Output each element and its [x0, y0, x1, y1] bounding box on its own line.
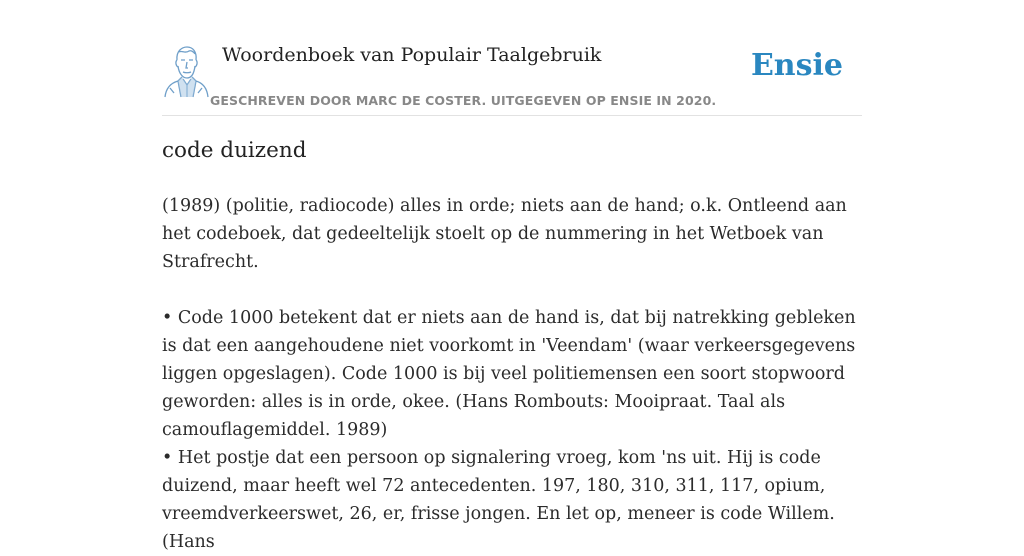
citation-paragraph: • Code 1000 betekent dat er niets aan de hand is, dat bij natrekking gebleken is dat een aangehoudene niet voorkomt in 'Veendam' (waar verkeersgegevens liggen opgeslagen). Code 1000 is bij veel politiemensen een soort stopwoord geworden: alles is in orde, okee. (Hans Rombouts: Mooipraat. Taal als camouflagemiddel. 1989) [162, 308, 856, 440]
ensie-logo-link[interactable]: Ensie [750, 48, 843, 83]
entry-definition [162, 192, 862, 556]
definition-paragraph: (1989) (politie, radiocode) alles in orde; niets aan de hand; o.k. Ontleend aan het codeboek, dat gedeeltelijk stoelt op de nummering in het Wetboek van Strafrecht. [162, 196, 847, 272]
entry-title: code duizend [162, 138, 307, 163]
paragraph-spacer [162, 276, 862, 304]
dictionary-header [162, 40, 862, 116]
author-portrait-icon [162, 44, 210, 98]
book-title[interactable]: Woordenboek van Populair Taalgebruik [222, 44, 602, 66]
citation-paragraph: • Het postje dat een persoon op signalering vroeg, kom 'ns uit. Hij is code duizend, maar heeft wel 72 antecedenten. 197, 180, 310, 311, 117, opium, vreemdverkeerswet, 26, er, frisse jongen. En let op, meneer is code Willem. (Hans [162, 448, 835, 552]
author-byline: GESCHREVEN DOOR MARC DE COSTER. UITGEGEVEN OP ENSIE IN 2020. [210, 93, 717, 108]
